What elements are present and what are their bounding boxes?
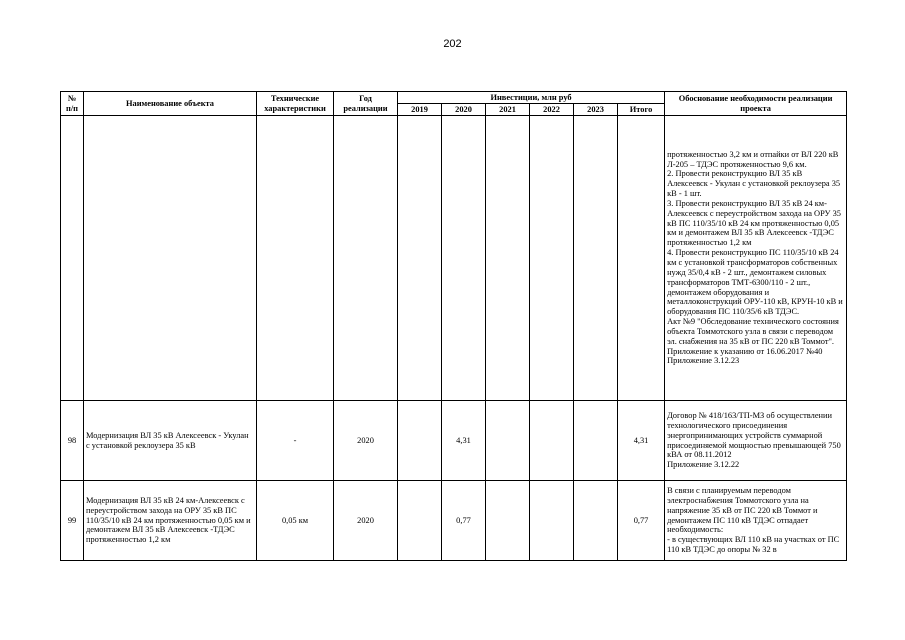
row-value-2020 [442,116,486,401]
row-tech [257,116,334,401]
row-justification: В связи с планируемым переводом электроснабжения Томмотского узла на напряжение 35 кВ от ПС 220 кВ Томмот и демонтажем ПС 110 кВ ТДЭС отпадает необходимость: - в существующих ВЛ 110 кВ на участках от ПС 110 кВ ТДЭС до опоры № 32 в [665,481,847,561]
row-value-2022 [530,481,574,561]
table-row [61,116,847,401]
row-value-2020: 4,31 [442,401,486,481]
row-value-2021 [486,116,530,401]
row-value-2022 [530,116,574,401]
table-row [61,401,847,481]
header-year-2023: 2023 [574,104,618,116]
row-value-total: 4,31 [618,401,665,481]
header-total: Итого [618,104,665,116]
header-justification: Обоснование необходимости реализации проекта [665,92,847,116]
row-num: 99 [61,481,84,561]
header-year-2020: 2020 [442,104,486,116]
row-name: Модернизация ВЛ 35 кВ Алексеевск - Укулан с установкой реклоузера 35 кВ [84,401,257,481]
row-value-2023 [574,481,618,561]
row-justification: Договор № 418/163/ТП-МЗ об осуществлении технологического присоединения энергопринимающих устройств суммарной присоединяемой мощностью превышающей 750 кВА от 08.11.2012 Приложение 3.12.22 [665,401,847,481]
row-num [61,116,84,401]
row-name: Модернизация ВЛ 35 кВ 24 км-Алексеевск с переустройством захода на ОРУ 35 кВ ПС 110/35/10 кВ 24 км протяженностью 0,05 км и демонтажем ВЛ 35 кВ Алексеевск -ТДЭС протяженностью 1,2 км [84,481,257,561]
header-year-2021: 2021 [486,104,530,116]
investment-table [60,91,847,561]
row-value-2021 [486,401,530,481]
row-value-2022 [530,401,574,481]
row-name [84,116,257,401]
row-year: 2020 [334,401,398,481]
header-name: Наименование объекта [84,92,257,116]
page-number: 202 [443,38,462,50]
header-num: № п/п [61,92,84,116]
header-investments: Инвестиции, млн руб [398,92,665,104]
header-year-2022: 2022 [530,104,574,116]
table-row [61,481,847,561]
header-year: Год реализации [334,92,398,116]
row-year [334,116,398,401]
row-value-total [618,116,665,401]
row-value-total: 0,77 [618,481,665,561]
row-value-2019 [398,401,442,481]
row-year: 2020 [334,481,398,561]
row-value-2023 [574,401,618,481]
row-value-2020: 0,77 [442,481,486,561]
row-value-2021 [486,481,530,561]
row-value-2019 [398,481,442,561]
row-value-2019 [398,116,442,401]
header-tech: Технические характеристики [257,92,334,116]
row-tech: 0,05 км [257,481,334,561]
row-value-2023 [574,116,618,401]
row-tech: - [257,401,334,481]
row-justification: протяженностью 3,2 км и отпайки от ВЛ 220 кВ Л-205 – ТДЭС протяженностью 9,6 км. 2. Провести реконструкцию ВЛ 35 кВ Алексеевск - Укулан с установкой реклоузера 35 кВ - 1 шт. 3. Провести реконструкцию ВЛ 35 кВ 24 км- Алексеевск с переустройством захода на ОРУ 35 кВ ПС 110/35/10 кВ 24 км протяженностью 0,05 км и демонтажем ВЛ 35 кВ Алексеевск -ТДЭС протяженностью 1,2 км 4. Провести реконструкцию ПС 110/35/10 кВ 24 км с установкой трансформаторов собственных нужд 35/0,4 кВ - 2 шт., демонтажем силовых трансформаторов ТМТ-6300/110 - 2 шт., демонтажем оборудования и металлоконструкций ОРУ-110 кВ, КРУН-10 кВ и оборудования ПС 110/35/6 кВ ТДЭС. Акт №9 "Обследование технического состояния объекта Томмотского узла в связи с переводом эл. снабжения на 35 кВ от ПС 220 кВ Томмот". Приложение к указанию от 16.06.2017 №40 Приложение 3.12.23 [665,116,847,401]
row-num: 98 [61,401,84,481]
header-year-2019: 2019 [398,104,442,116]
